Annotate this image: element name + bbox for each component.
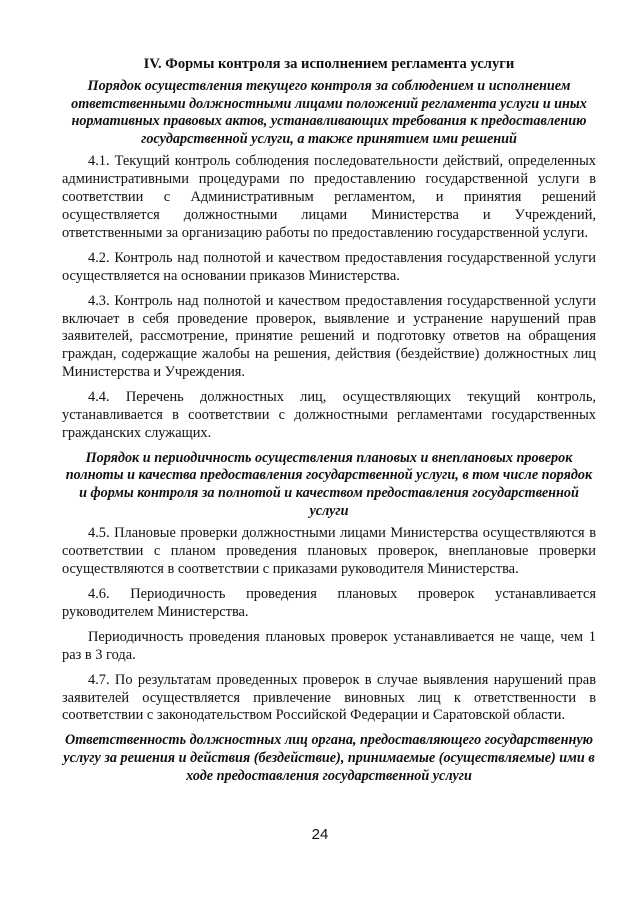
paragraph-4-4: 4.4. Перечень должностных лиц, осуществляющих текущий контроль, устанавливается в соответствии с должностными регламентами государственных гражданских служащих. xyxy=(62,389,596,441)
paragraph-frequency: Периодичность проведения плановых проверок устанавливается не чаще, чем 1 раз в 3 года. xyxy=(62,628,596,663)
paragraph-4-2: 4.2. Контроль над полнотой и качеством предоставления государственной услуги осуществляется на основании приказов Министерства. xyxy=(62,249,596,284)
paragraph-4-7: 4.7. По результатам проведенных проверок в случае выявления нарушений прав заявителей осуществляется привлечение виновных лиц к ответственности в соответствии с законодательством Российской Федерации и Саратовской области. xyxy=(62,671,596,724)
paragraph-4-3: 4.3. Контроль над полнотой и качеством предоставления государственной услуги включает в себя проведение проверок, выявление и устранение нарушений прав заявителей, рассмотрение, принятие решений и подготовку ответов на обращения граждан, содержащие жалобы на решения, действия (бездействие) должностных лиц Министерства и Учреждения. xyxy=(62,292,596,381)
subheading-current-control: Порядок осуществления текущего контроля за соблюдением и исполнением ответственными должностными лицами положений регламента услуги и иных нормативных правовых актов, устанавливающих требования к предоставлению государственной услуги, а также принятием ими решений xyxy=(71,77,587,147)
paragraph-4-6: 4.6. Периодичность проведения плановых проверок устанавливается руководителем Министерства. xyxy=(62,585,596,620)
section-title: IV. Формы контроля за исполнением регламента услуги xyxy=(143,56,515,72)
subheading-responsibility: Ответственность должностных лиц органа, предоставляющего государственную услугу за решения и действия (бездействие), принимаемые (осуществляемые) ими в ходе предоставления государственной услуги xyxy=(63,732,595,784)
paragraph-4-1: 4.1. Текущий контроль соблюдения последовательности действий, определенных административными процедурами по предоставлению государственной услуги в соответствии с Административным регламентом, и принятия решений осуществляется должностными лицами Министерства и Учреждений, ответственными за организацию работы по предоставлению государственной услуги. xyxy=(62,153,596,241)
subheading-inspections: Порядок и периодичность осуществления плановых и внеплановых проверок полноты и качества предоставления государственной услуги, в том числе порядок и формы контроля за полнотой и качеством предоставления государственной услуги xyxy=(65,449,593,519)
paragraph-4-5: 4.5. Плановые проверки должностными лицами Министерства осуществляются в соответствии с планом проведения плановых проверок, внеплановые проверки осуществляются в соответствии с приказами руководителя Министерства. xyxy=(62,525,596,578)
page-number: 24 xyxy=(311,826,329,843)
document-page xyxy=(62,56,596,790)
